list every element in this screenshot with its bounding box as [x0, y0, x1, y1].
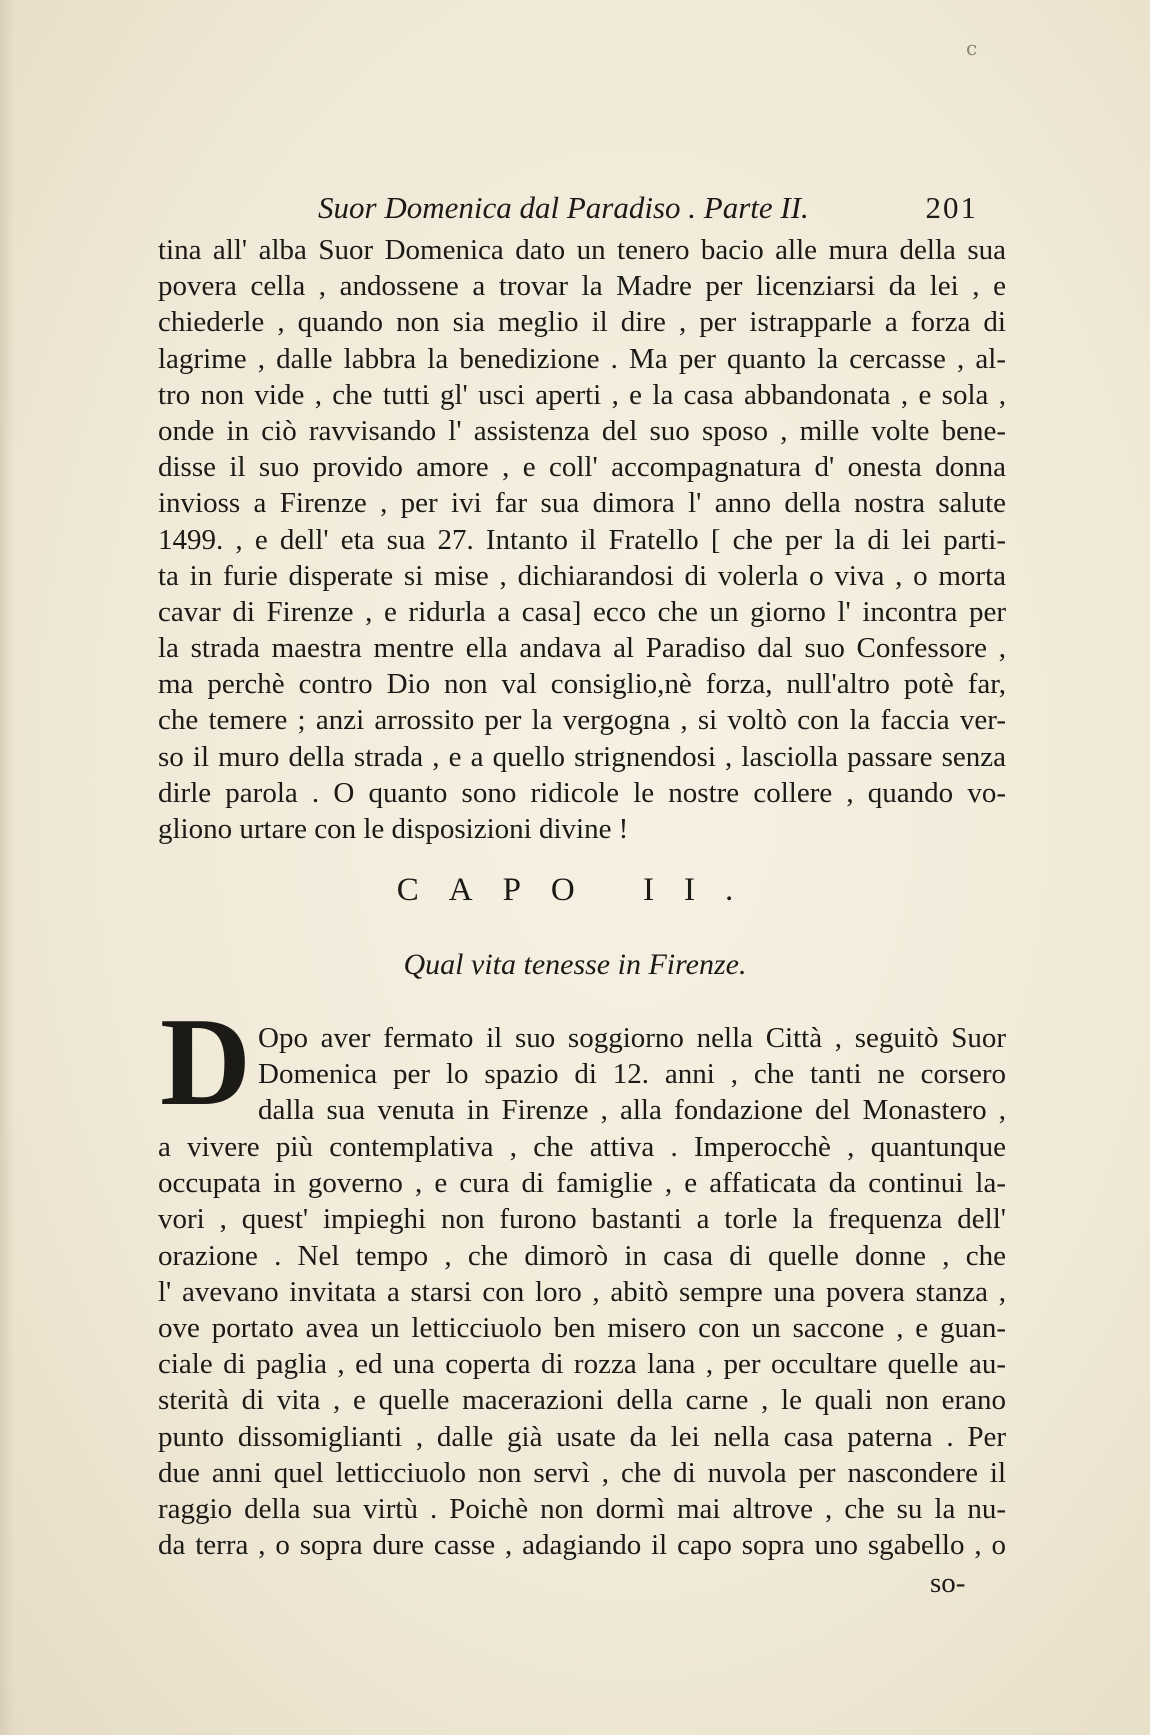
text-line: ma perchè contro Dio non val consiglio,nè forza, null'altro potè far, — [158, 668, 1006, 701]
text-line: orazione . Nel tempo , che dimorò in casa di quelle donne , che — [158, 1239, 1006, 1272]
text-line: ciale di paglia , ed una coperta di rozza lana , per occultare quelle au- — [158, 1348, 1006, 1381]
text-line: onde in ciò ravvisando l' assistenza del suo sposo , mille volte bene- — [158, 414, 1006, 447]
text-line: sterità di vita , e quelle macerazioni della carne , le quali non erano — [158, 1384, 1006, 1417]
paragraph-2 — [158, 1129, 1006, 1563]
text-line: occupata in governo , e cura di famiglie , e affaticata da continui la- — [158, 1167, 1006, 1200]
text-line: Domenica per lo spazio di 12. anni , che tanti ne corsero — [258, 1058, 1006, 1091]
text-line: da terra , o sopra dure casse , adagiando il capo sopra uno sgabello , o — [158, 1529, 1006, 1562]
corner-mark: c — [966, 36, 978, 60]
text-line: tina all' alba Suor Domenica dato un tenero bacio alle mura della sua — [158, 234, 1006, 266]
page-number: 201 — [925, 190, 978, 225]
text-line: chiederle , quando non sia meglio il dire , per istrapparle a forza di — [158, 306, 1006, 339]
running-title: Suor Domenica dal Paradiso . Parte II. — [318, 190, 809, 225]
chapter-title: CAPO II. — [396, 872, 764, 908]
text-line: tro non vide , che tutti gl' usci aperti , e la casa abbandonata , e sola , — [158, 378, 1006, 411]
text-line: a vivere più contemplativa , che attiva . Imperocchè , quantunque — [158, 1131, 1006, 1163]
running-header — [318, 190, 978, 234]
text-line: invioss a Firenze , per ivi far sua dimora l' anno della nostra salute — [158, 487, 1006, 520]
text-line: ta in furie disperate si mise , dichiarandosi di volerla o viva , o morta — [158, 559, 1006, 592]
text-line: raggio della sua virtù . Poichè non dormì mai altrove , che su la nu- — [158, 1492, 1006, 1525]
text-line: Opo aver fermato il suo soggiorno nella Città , seguitò Suor — [258, 1022, 1006, 1054]
text-line: che temere ; anzi arrossito per la vergogna , si voltò con la faccia ver- — [158, 704, 1006, 737]
text-line: vori , quest' impieghi non furono bastanti a torle la frequenza dell' — [158, 1203, 1006, 1236]
text-line: disse il suo provido amore , e coll' accompagnatura d' onesta donna — [158, 451, 1006, 484]
text-line: dirle parola . O quanto sono ridicole le nostre collere , quando vo- — [158, 776, 1006, 809]
text-line: punto dissomiglianti , dalle già usate da lei nella casa paterna . Per — [158, 1420, 1006, 1453]
text-line: ove portato avea un letticciuolo ben misero con un saccone , e guan- — [158, 1311, 1006, 1344]
text-line: lagrime , dalle labbra la benedizione . Ma per quanto la cercasse , al- — [158, 342, 1006, 375]
text-line: cavar di Firenze , e ridurla a casa] ecco che un giorno l' incontra per — [158, 595, 1006, 628]
text-line: due anni quel letticciuolo non servì , che di nuvola per nascondere il — [158, 1456, 1006, 1489]
text-line: dalla sua venuta in Firenze , alla fondazione del Monastero , — [258, 1094, 1006, 1127]
text-line: 1499. , e dell' eta sua 27. Intanto il Fratello [ che per la di lei parti- — [158, 523, 1006, 556]
page-edge-shadow — [0, 0, 14, 1735]
text-line: so il muro della strada , e a quello strignendosi , lasciolla passare senza — [158, 740, 1006, 773]
text-line: la strada maestra mentre ella andava al Paradiso dal suo Confessore , — [158, 632, 1006, 665]
text-line: l' avevano invitata a starsi con loro , abitò sempre una povera stanza , — [158, 1275, 1006, 1308]
text-line: gliono urtare con le disposizioni divine ! — [158, 813, 629, 845]
chapter-subtitle: Qual vita tenesse in Firenze. — [403, 948, 747, 981]
drop-cap: D — [160, 993, 251, 1132]
catchword: so- — [930, 1567, 966, 1599]
paragraph-1 — [158, 232, 1006, 847]
text-line: povera cella , andossene a trovar la Madre per licenziarsi da lei , e — [158, 270, 1006, 303]
paragraph-2-opening — [258, 1020, 1006, 1129]
